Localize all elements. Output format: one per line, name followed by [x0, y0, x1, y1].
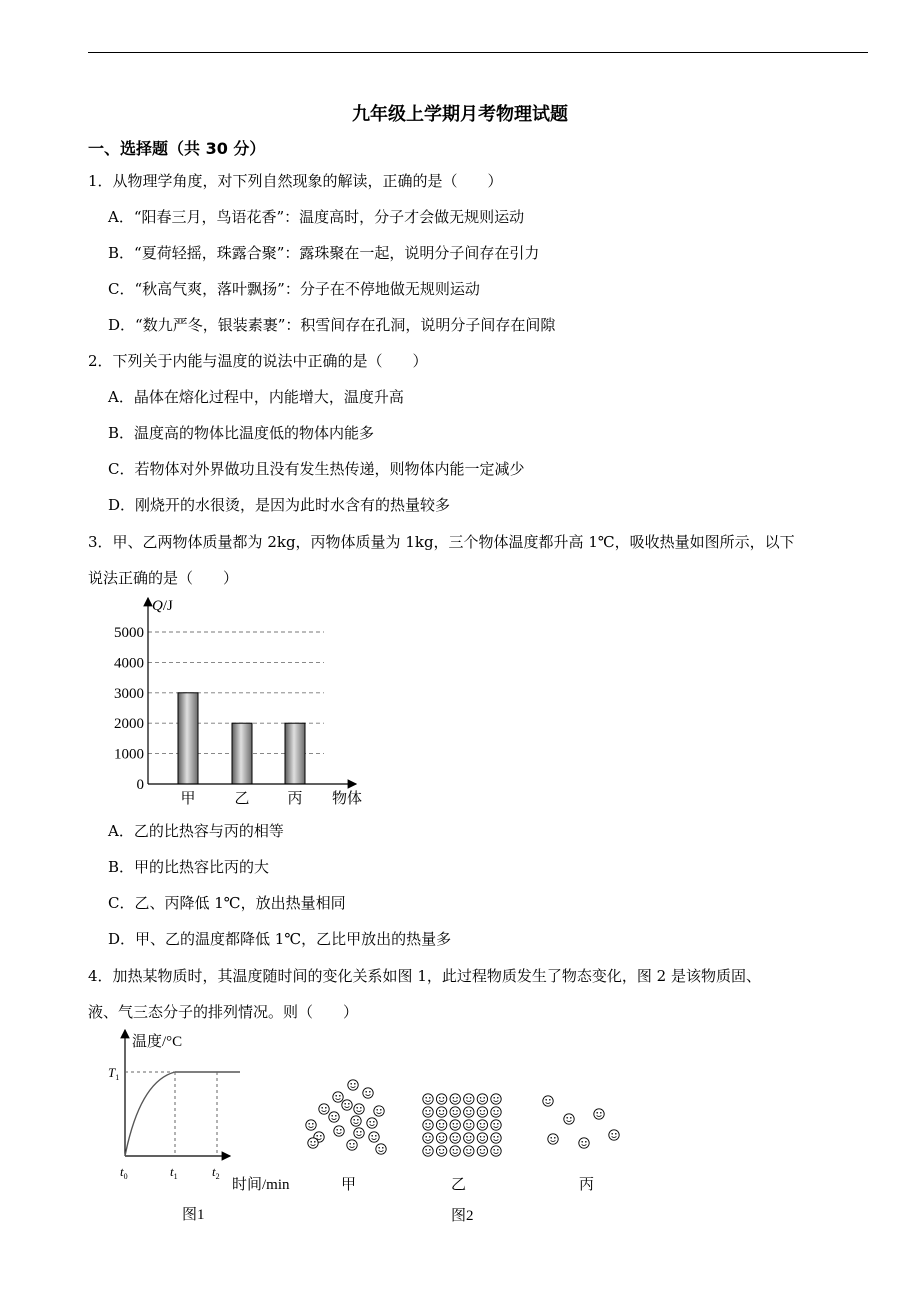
question-3-option-d: D．甲、乙的温度都降低 1℃，乙比甲放出的热量多: [108, 930, 452, 948]
y-tick-label: 3000: [114, 685, 144, 702]
molecule-icon: [308, 1138, 318, 1148]
t2-marker: $t_2$: [212, 1164, 220, 1181]
molecule-icon: [477, 1107, 487, 1117]
molecule-icon: [423, 1133, 433, 1143]
molecule-icon: [548, 1134, 558, 1144]
molecule-icon: [450, 1107, 460, 1117]
page-title: 九年级上学期月考物理试题: [352, 104, 568, 125]
question-2-stem: 2．下列关于内能与温度的说法中正确的是（ ）: [88, 352, 428, 370]
molecule-icon: [491, 1094, 501, 1104]
question-1-option-a: A．“阳春三月，鸟语花香”：温度高时，分子才会做无规则运动: [108, 208, 525, 226]
question-2-option-c: C．若物体对外界做功且没有发生热传递，则物体内能一定减少: [108, 460, 525, 478]
molecule-icon: [423, 1107, 433, 1117]
molecule-icon: [319, 1104, 329, 1114]
molecule-icon: [333, 1092, 343, 1102]
molecule-icon: [436, 1120, 446, 1130]
molecule-icon: [348, 1080, 358, 1090]
question-1-option-d: D．“数九严冬，银装素裹”：积雪间存在孔洞，说明分子间存在间隙: [108, 316, 556, 334]
t1-temp-marker: $T_1$: [108, 1065, 120, 1082]
x-category-label: 甲: [180, 791, 196, 807]
molecule-icon: [477, 1146, 487, 1156]
question-3-option-b: B．甲的比热容比丙的大: [108, 858, 270, 876]
molecule-icon: [376, 1144, 386, 1154]
molecule-icon: [579, 1138, 589, 1148]
molecule-icon: [342, 1100, 352, 1110]
molecule-icon: [464, 1120, 474, 1130]
molecule-icon: [306, 1120, 316, 1130]
question-3-option-a: A．乙的比热容与丙的相等: [108, 822, 284, 840]
fig2-caption: 图2: [451, 1208, 474, 1224]
molecule-icon: [477, 1133, 487, 1143]
molecule-icon: [491, 1107, 501, 1117]
fig1-y-label: 温度/°C: [132, 1034, 183, 1050]
fig1-x-label: 时间/min: [232, 1177, 290, 1193]
molecule-icon: [450, 1133, 460, 1143]
molecule-icon: [491, 1120, 501, 1130]
y-axis-label: Q/J: [152, 598, 173, 614]
t0-marker: $t_0$: [120, 1164, 128, 1181]
bar-1: [178, 693, 198, 784]
question-3-stem-line2: 说法正确的是（ ）: [88, 569, 239, 587]
molecule-icon: [369, 1132, 379, 1142]
molecule-icon: [423, 1094, 433, 1104]
molecule-icon: [609, 1130, 619, 1140]
molecule-icon: [436, 1146, 446, 1156]
fig2-label-yi: 乙: [451, 1177, 467, 1193]
question-3-option-c: C．乙、丙降低 1℃，放出热量相同: [108, 894, 346, 912]
molecule-icon: [491, 1133, 501, 1143]
molecule-icon: [334, 1126, 344, 1136]
heating-curve: [125, 1072, 240, 1156]
x-category-label: 丙: [287, 791, 303, 807]
molecule-icon: [436, 1094, 446, 1104]
molecule-arrangement-figure: [295, 1070, 635, 1230]
molecule-icon: [450, 1094, 460, 1104]
molecule-icon: [329, 1112, 339, 1122]
section-heading: 一、选择题（共 30 分）: [88, 139, 266, 158]
question-2-option-a: A．晶体在熔化过程中，内能增大，温度升高: [108, 388, 404, 406]
molecule-icon: [464, 1094, 474, 1104]
fig2-label-jia: 甲: [341, 1177, 357, 1193]
y-tick-label: 5000: [114, 625, 144, 641]
question-4-stem-line1: 4．加热某物质时，其温度随时间的变化关系如图 1，此过程物质发生了物态变化，图 2 是该物质固、: [88, 967, 761, 985]
y-tick-label: 2000: [114, 716, 144, 733]
question-2-option-d: D．刚烧开的水很烫，是因为此时水含有的热量较多: [108, 496, 451, 514]
t1-marker: $t_1$: [170, 1164, 178, 1181]
question-1-option-b: B．“夏荷轻摇，珠露合聚”：露珠聚在一起，说明分子间存在引力: [108, 244, 540, 262]
bar-2: [232, 723, 252, 784]
molecule-icon: [367, 1118, 377, 1128]
heat-bar-chart: [100, 590, 390, 815]
fig2-label-bing: 丙: [579, 1177, 595, 1193]
molecule-icon: [477, 1094, 487, 1104]
molecule-icon: [450, 1120, 460, 1130]
molecule-icon: [354, 1128, 364, 1138]
molecule-icon: [423, 1146, 433, 1156]
header-rule: [88, 52, 868, 53]
y-tick-label: 1000: [114, 746, 144, 763]
molecule-icon: [464, 1133, 474, 1143]
molecule-icon: [423, 1120, 433, 1130]
fig1-caption: 图1: [182, 1207, 205, 1223]
molecule-icon: [594, 1109, 604, 1119]
y-tick-label: 4000: [114, 655, 144, 672]
molecule-icon: [464, 1146, 474, 1156]
molecule-icon: [347, 1140, 357, 1150]
molecule-icon: [436, 1133, 446, 1143]
molecule-icon: [436, 1107, 446, 1117]
temperature-time-graph: [100, 1026, 310, 1226]
molecule-icon: [351, 1116, 361, 1126]
question-1-option-c: C．“秋高气爽，落叶飘扬”：分子在不停地做无规则运动: [108, 280, 480, 298]
molecule-icon: [491, 1146, 501, 1156]
bar-3: [285, 723, 305, 784]
question-3-stem-line1: 3．甲、乙两物体质量都为 2kg，丙物体质量为 1kg，三个物体温度都升高 1℃，吸收热量如图所示，以下: [88, 533, 795, 551]
question-1-stem: 1．从物理学角度，对下列自然现象的解读，正确的是（ ）: [88, 172, 503, 190]
molecule-icon: [363, 1088, 373, 1098]
molecule-icon: [564, 1114, 574, 1124]
molecule-icon: [374, 1106, 384, 1116]
molecule-icon: [450, 1146, 460, 1156]
molecule-icon: [354, 1104, 364, 1114]
question-2-option-b: B．温度高的物体比温度低的物体内能多: [108, 424, 375, 442]
x-axis-label: 物体: [332, 791, 363, 807]
y-tick-label: 0: [136, 777, 144, 793]
molecule-icon: [464, 1107, 474, 1117]
molecule-icon: [477, 1120, 487, 1130]
question-4-stem-line2: 液、气三态分子的排列情况。则（ ）: [88, 1003, 359, 1021]
molecule-icon: [543, 1096, 553, 1106]
x-category-label: 乙: [234, 791, 250, 807]
